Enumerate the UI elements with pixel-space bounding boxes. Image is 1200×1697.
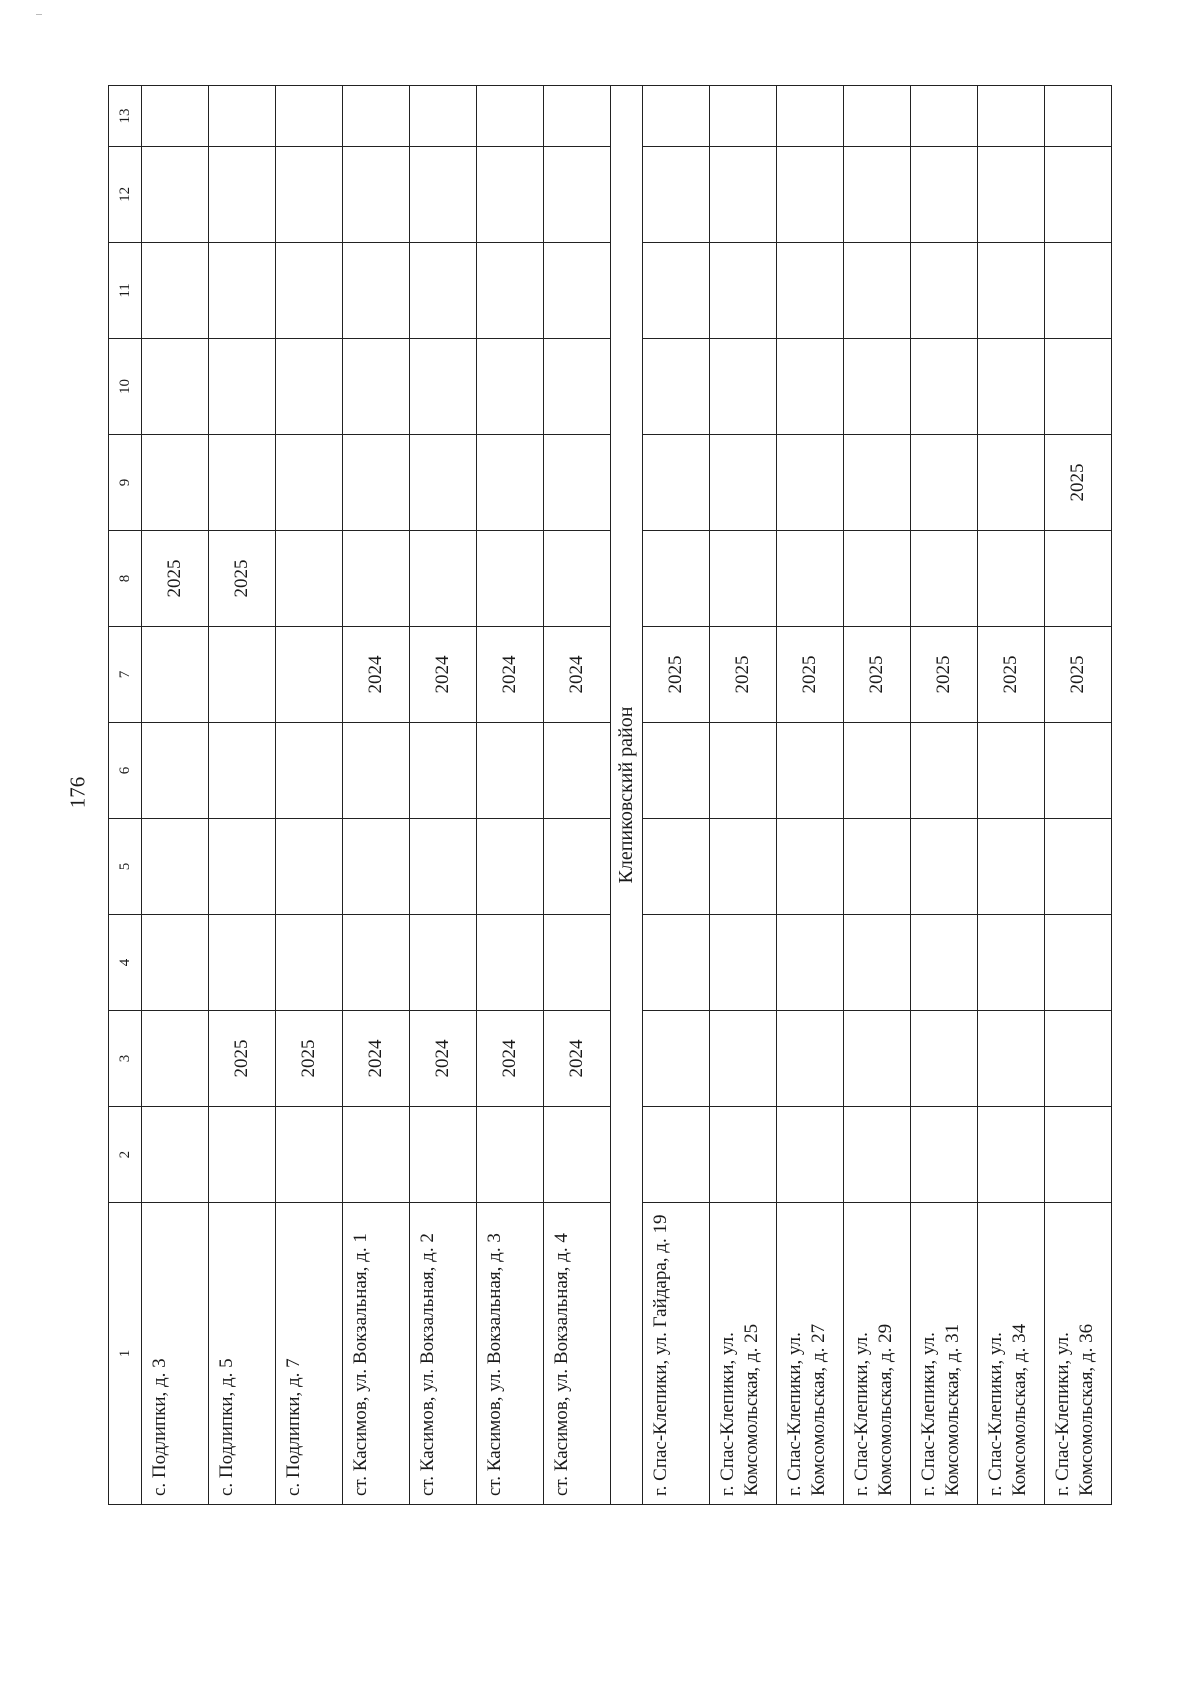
column-number-12: 12 [109,146,142,242]
table-row [142,86,209,1505]
cell-col-11 [209,242,276,338]
table-row [978,86,1045,1505]
cell-col-8 [978,530,1045,626]
address-cell: г. Спас-Клепики, ул. Комсомольская, д. 27 [777,1203,844,1505]
cell-col-8: 2025 [142,530,209,626]
address-cell: г. Спас-Клепики, ул. Гайдара, д. 19 [643,1203,710,1505]
cell-col-7: 2025 [710,626,777,722]
cell-col-8 [343,530,410,626]
table-row [410,86,477,1505]
cell-col-13 [1045,86,1112,147]
section-title: Клепиковский район [611,86,643,1505]
column-number-7: 7 [109,626,142,722]
cell-col-8 [276,530,343,626]
cell-col-12 [911,146,978,242]
address-cell: г. Спас-Клепики, ул. Комсомольская, д. 31 [911,1203,978,1505]
address-cell: ст. Касимов, ул. Вокзальная, д. 2 [410,1203,477,1505]
table-row [544,86,611,1505]
cell-col-11 [276,242,343,338]
cell-col-11 [477,242,544,338]
section-row [611,86,643,1505]
cell-col-5 [1045,819,1112,915]
cell-col-10 [209,338,276,434]
column-number-11: 11 [109,242,142,338]
table-row [1045,86,1112,1505]
table-row [777,86,844,1505]
cell-col-13 [777,86,844,147]
cell-col-2 [343,1107,410,1203]
cell-col-2 [911,1107,978,1203]
address-cell: с. Подлипки, д. 7 [276,1203,343,1505]
cell-col-3: 2025 [209,1011,276,1107]
table-row [477,86,544,1505]
cell-col-7 [276,626,343,722]
cell-col-6 [209,722,276,818]
cell-col-6 [978,722,1045,818]
cell-col-10 [911,338,978,434]
cell-col-12 [643,146,710,242]
address-cell: ст. Касимов, ул. Вокзальная, д. 3 [477,1203,544,1505]
cell-col-6 [1045,722,1112,818]
address-cell: г. Спас-Клепики, ул. Комсомольская, д. 25 [710,1203,777,1505]
cell-col-11 [844,242,911,338]
cell-col-10 [544,338,611,434]
cell-col-3: 2024 [343,1011,410,1107]
cell-col-3 [710,1011,777,1107]
cell-col-3 [911,1011,978,1107]
cell-col-10 [477,338,544,434]
cell-col-2 [142,1107,209,1203]
cell-col-7: 2025 [777,626,844,722]
page-number: 176 [65,776,90,809]
cell-col-10 [643,338,710,434]
table-body [109,86,1112,1505]
cell-col-5 [410,819,477,915]
cell-col-9 [142,434,209,530]
cell-col-7 [209,626,276,722]
cell-col-8 [544,530,611,626]
cell-col-6 [911,722,978,818]
cell-col-8 [643,530,710,626]
address-cell: г. Спас-Клепики, ул. Комсомольская, д. 36 [1045,1203,1112,1505]
address-cell: г. Спас-Клепики, ул. Комсомольская, д. 29 [844,1203,911,1505]
cell-col-3 [1045,1011,1112,1107]
cell-col-6 [844,722,911,818]
cell-col-7: 2025 [844,626,911,722]
cell-col-5 [276,819,343,915]
cell-col-5 [544,819,611,915]
address-cell: ст. Касимов, ул. Вокзальная, д. 4 [544,1203,611,1505]
cell-col-8 [777,530,844,626]
table-row [844,86,911,1505]
scan-edge-mark [36,14,42,15]
cell-col-10 [777,338,844,434]
column-number-4: 4 [109,915,142,1011]
cell-col-4 [209,915,276,1011]
address-cell: г. Спас-Клепики, ул. Комсомольская, д. 34 [978,1203,1045,1505]
cell-col-5 [343,819,410,915]
table-row [276,86,343,1505]
cell-col-3 [777,1011,844,1107]
cell-col-9 [978,434,1045,530]
address-cell: с. Подлипки, д. 5 [209,1203,276,1505]
cell-col-9 [477,434,544,530]
cell-col-7: 2024 [544,626,611,722]
cell-col-11 [544,242,611,338]
cell-col-9 [276,434,343,530]
cell-col-11 [142,242,209,338]
cell-col-6 [477,722,544,818]
column-number-8: 8 [109,530,142,626]
cell-col-9 [410,434,477,530]
cell-col-12 [343,146,410,242]
cell-col-3 [643,1011,710,1107]
cell-col-9 [544,434,611,530]
column-number-13: 13 [109,86,142,147]
cell-col-5 [643,819,710,915]
cell-col-4 [276,915,343,1011]
cell-col-11 [410,242,477,338]
cell-col-8 [844,530,911,626]
cell-col-9 [209,434,276,530]
cell-col-2 [643,1107,710,1203]
cell-col-8 [1045,530,1112,626]
cell-col-9 [844,434,911,530]
schedule-table [108,85,1112,1505]
cell-col-9: 2025 [1045,434,1112,530]
address-cell: ст. Касимов, ул. Вокзальная, д. 1 [343,1203,410,1505]
cell-col-12 [777,146,844,242]
cell-col-13 [343,86,410,147]
cell-col-6 [276,722,343,818]
cell-col-13 [978,86,1045,147]
cell-col-13 [544,86,611,147]
cell-col-12 [276,146,343,242]
cell-col-10 [142,338,209,434]
cell-col-11 [911,242,978,338]
cell-col-5 [911,819,978,915]
column-number-5: 5 [109,819,142,915]
cell-col-2 [209,1107,276,1203]
cell-col-2 [978,1107,1045,1203]
cell-col-10 [276,338,343,434]
cell-col-2 [410,1107,477,1203]
cell-col-3 [142,1011,209,1107]
cell-col-2 [777,1107,844,1203]
cell-col-5 [978,819,1045,915]
cell-col-10 [343,338,410,434]
cell-col-12 [142,146,209,242]
cell-col-3 [978,1011,1045,1107]
cell-col-8 [477,530,544,626]
cell-col-9 [643,434,710,530]
cell-col-3: 2024 [410,1011,477,1107]
cell-col-7: 2025 [1045,626,1112,722]
column-number-3: 3 [109,1011,142,1107]
cell-col-2 [477,1107,544,1203]
schedule-table-rotated [108,85,1097,1505]
cell-col-4 [544,915,611,1011]
table-row [643,86,710,1505]
cell-col-3: 2024 [544,1011,611,1107]
cell-col-3: 2025 [276,1011,343,1107]
cell-col-13 [209,86,276,147]
cell-col-13 [276,86,343,147]
cell-col-3: 2024 [477,1011,544,1107]
address-cell: с. Подлипки, д. 3 [142,1203,209,1505]
cell-col-2 [276,1107,343,1203]
cell-col-13 [142,86,209,147]
cell-col-13 [710,86,777,147]
cell-col-11 [978,242,1045,338]
cell-col-11 [1045,242,1112,338]
cell-col-13 [477,86,544,147]
cell-col-7 [142,626,209,722]
cell-col-3 [844,1011,911,1107]
cell-col-2 [844,1107,911,1203]
cell-col-9 [911,434,978,530]
cell-col-2 [710,1107,777,1203]
cell-col-4 [142,915,209,1011]
cell-col-13 [844,86,911,147]
cell-col-6 [710,722,777,818]
cell-col-6 [142,722,209,818]
cell-col-12 [477,146,544,242]
cell-col-11 [643,242,710,338]
cell-col-7: 2025 [643,626,710,722]
cell-col-10 [410,338,477,434]
cell-col-5 [777,819,844,915]
cell-col-4 [1045,915,1112,1011]
cell-col-12 [1045,146,1112,242]
cell-col-13 [410,86,477,147]
cell-col-5 [209,819,276,915]
cell-col-9 [710,434,777,530]
column-number-9: 9 [109,434,142,530]
cell-col-4 [978,915,1045,1011]
cell-col-11 [710,242,777,338]
cell-col-4 [410,915,477,1011]
cell-col-7: 2024 [343,626,410,722]
cell-col-5 [844,819,911,915]
cell-col-9 [343,434,410,530]
cell-col-12 [844,146,911,242]
cell-col-12 [710,146,777,242]
cell-col-4 [477,915,544,1011]
table-row [911,86,978,1505]
cell-col-2 [1045,1107,1112,1203]
cell-col-11 [343,242,410,338]
cell-col-7: 2025 [911,626,978,722]
cell-col-5 [710,819,777,915]
cell-col-10 [1045,338,1112,434]
cell-col-13 [643,86,710,147]
column-number-row [109,86,142,1505]
cell-col-7: 2024 [410,626,477,722]
table-row [209,86,276,1505]
cell-col-4 [844,915,911,1011]
cell-col-10 [844,338,911,434]
cell-col-10 [710,338,777,434]
cell-col-6 [777,722,844,818]
cell-col-8 [410,530,477,626]
cell-col-4 [643,915,710,1011]
cell-col-8 [710,530,777,626]
cell-col-12 [544,146,611,242]
cell-col-6 [410,722,477,818]
cell-col-12 [410,146,477,242]
cell-col-11 [777,242,844,338]
cell-col-6 [343,722,410,818]
table-row [343,86,410,1505]
table-row [710,86,777,1505]
cell-col-5 [477,819,544,915]
cell-col-12 [209,146,276,242]
column-number-1: 1 [109,1203,142,1505]
cell-col-4 [911,915,978,1011]
cell-col-2 [544,1107,611,1203]
cell-col-4 [777,915,844,1011]
cell-col-6 [643,722,710,818]
cell-col-9 [777,434,844,530]
column-number-10: 10 [109,338,142,434]
cell-col-4 [343,915,410,1011]
column-number-2: 2 [109,1107,142,1203]
cell-col-13 [911,86,978,147]
cell-col-6 [544,722,611,818]
cell-col-8 [911,530,978,626]
cell-col-4 [710,915,777,1011]
column-number-6: 6 [109,722,142,818]
cell-col-7: 2025 [978,626,1045,722]
cell-col-5 [142,819,209,915]
cell-col-7: 2024 [477,626,544,722]
cell-col-10 [978,338,1045,434]
cell-col-8: 2025 [209,530,276,626]
cell-col-12 [978,146,1045,242]
